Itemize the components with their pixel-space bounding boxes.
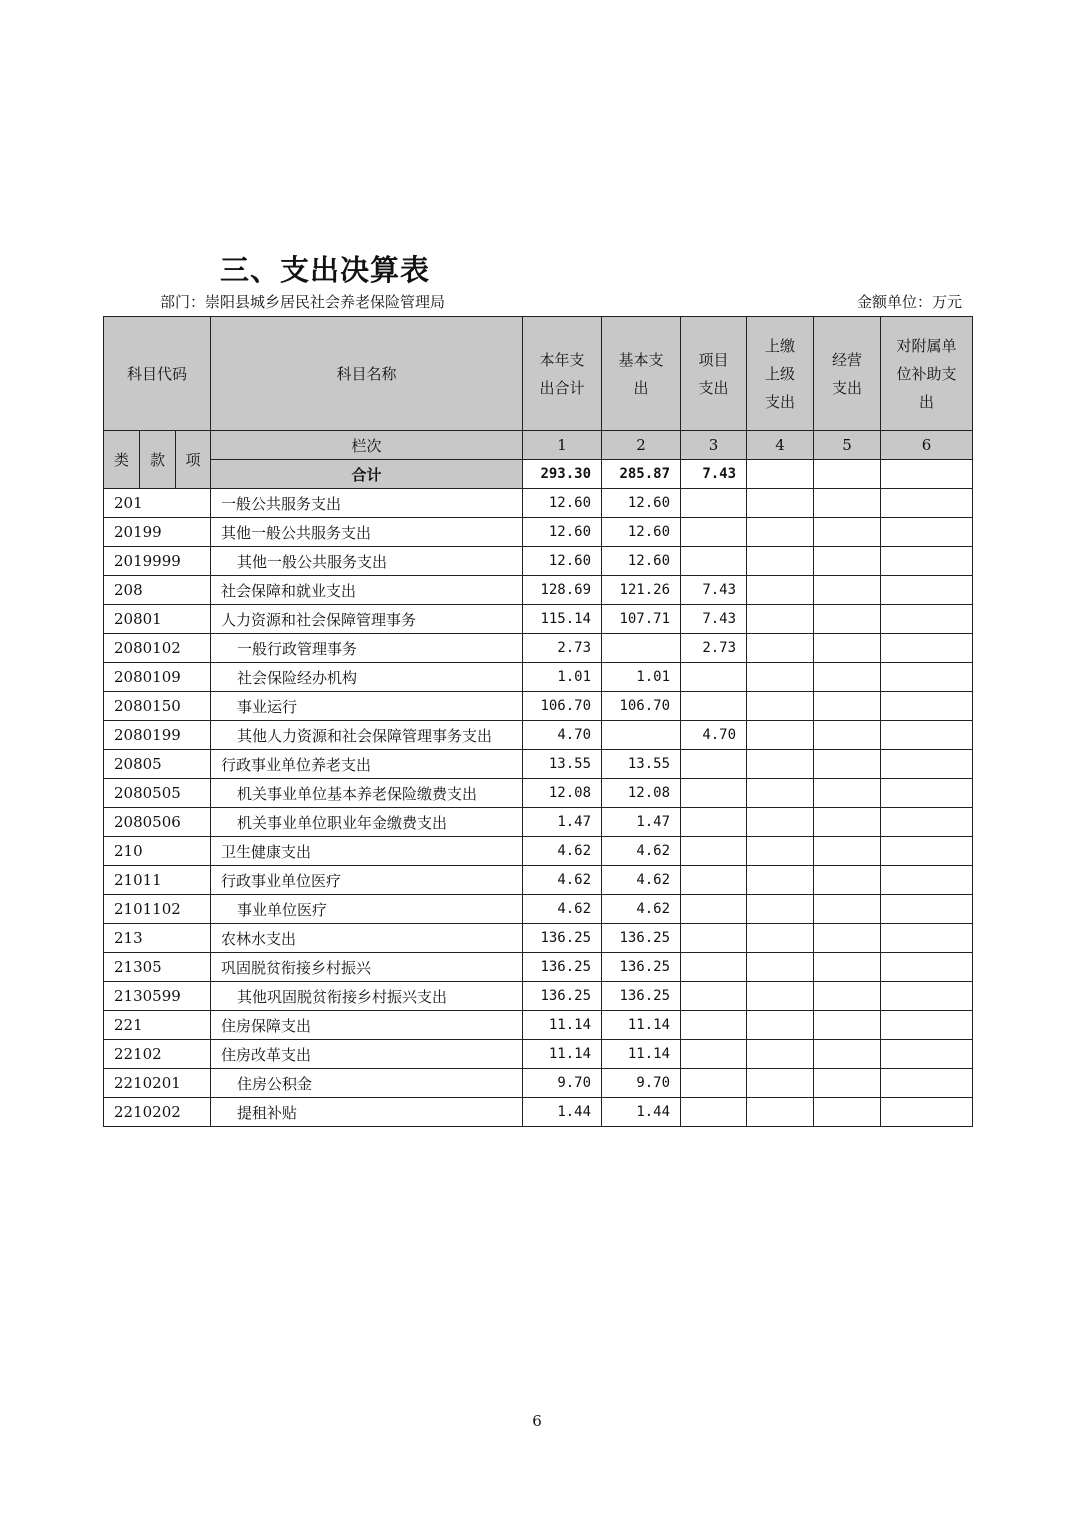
table-row	[104, 518, 973, 547]
row-subsidiary-subsidy	[881, 953, 973, 982]
row-total-expenditure: 4.62	[523, 866, 602, 895]
row-business	[814, 953, 881, 982]
header-total-expenditure: 本年支出合计	[523, 317, 602, 431]
row-business	[814, 605, 881, 634]
row-total-expenditure: 12.60	[523, 489, 602, 518]
row-total-expenditure: 12.60	[523, 518, 602, 547]
row-code: 2101102	[104, 895, 211, 924]
row-business	[814, 866, 881, 895]
row-name: 其他一般公共服务支出	[211, 518, 523, 547]
row-total-expenditure: 13.55	[523, 750, 602, 779]
row-total-expenditure: 4.62	[523, 895, 602, 924]
row-subsidiary-subsidy	[881, 634, 973, 663]
expenditure-table	[103, 316, 973, 1127]
row-basic-expenditure: 12.60	[602, 489, 681, 518]
table-row	[104, 1040, 973, 1069]
row-remit-upper	[747, 489, 814, 518]
row-total-expenditure: 106.70	[523, 692, 602, 721]
row-name: 人力资源和社会保障管理事务	[211, 605, 523, 634]
total-c2: 285.87	[602, 460, 681, 489]
row-business	[814, 982, 881, 1011]
col-index-2: 2	[602, 431, 681, 460]
table-row	[104, 634, 973, 663]
row-basic-expenditure: 4.62	[602, 895, 681, 924]
row-basic-expenditure: 136.25	[602, 924, 681, 953]
row-remit-upper	[747, 605, 814, 634]
row-name: 其他人力资源和社会保障管理事务支出	[211, 721, 523, 750]
row-project-expenditure	[681, 953, 747, 982]
row-total-expenditure: 1.01	[523, 663, 602, 692]
row-remit-upper	[747, 1011, 814, 1040]
header-xiang: 项	[176, 431, 211, 489]
page-number: 6	[532, 1412, 542, 1430]
row-project-expenditure	[681, 808, 747, 837]
col-index-4: 4	[747, 431, 814, 460]
department-label: 部门：崇阳县城乡居民社会养老保险管理局	[160, 293, 446, 311]
row-business	[814, 779, 881, 808]
row-subsidiary-subsidy	[881, 837, 973, 866]
row-name: 卫生健康支出	[211, 837, 523, 866]
row-subsidiary-subsidy	[881, 779, 973, 808]
table-row	[104, 692, 973, 721]
row-remit-upper	[747, 692, 814, 721]
header-lanci: 栏次	[211, 431, 523, 460]
row-subsidiary-subsidy	[881, 1040, 973, 1069]
row-code: 208	[104, 576, 211, 605]
row-total-expenditure: 4.62	[523, 837, 602, 866]
total-c6	[881, 460, 973, 489]
row-remit-upper	[747, 750, 814, 779]
row-project-expenditure	[681, 489, 747, 518]
table-row	[104, 895, 973, 924]
row-total-expenditure: 136.25	[523, 982, 602, 1011]
row-business	[814, 663, 881, 692]
row-remit-upper	[747, 518, 814, 547]
row-project-expenditure	[681, 692, 747, 721]
row-subsidiary-subsidy	[881, 1011, 973, 1040]
row-basic-expenditure: 11.14	[602, 1011, 681, 1040]
row-basic-expenditure	[602, 634, 681, 663]
header-lei: 类	[104, 431, 140, 489]
row-name: 其他一般公共服务支出	[211, 547, 523, 576]
row-business	[814, 721, 881, 750]
row-name: 社会保险经办机构	[211, 663, 523, 692]
row-name: 社会保障和就业支出	[211, 576, 523, 605]
row-business	[814, 837, 881, 866]
table-row	[104, 605, 973, 634]
table-row	[104, 750, 973, 779]
row-name: 事业单位医疗	[211, 895, 523, 924]
row-remit-upper	[747, 895, 814, 924]
row-total-expenditure: 11.14	[523, 1011, 602, 1040]
row-name: 一般公共服务支出	[211, 489, 523, 518]
total-c4	[747, 460, 814, 489]
row-name: 一般行政管理事务	[211, 634, 523, 663]
row-remit-upper	[747, 634, 814, 663]
row-subsidiary-subsidy	[881, 866, 973, 895]
row-total-expenditure: 11.14	[523, 1040, 602, 1069]
row-basic-expenditure	[602, 721, 681, 750]
row-total-expenditure: 136.25	[523, 953, 602, 982]
total-row	[104, 460, 973, 489]
row-total-expenditure: 4.70	[523, 721, 602, 750]
row-project-expenditure: 7.43	[681, 576, 747, 605]
row-business	[814, 924, 881, 953]
row-code: 2080150	[104, 692, 211, 721]
row-total-expenditure: 12.08	[523, 779, 602, 808]
row-basic-expenditure: 12.60	[602, 547, 681, 576]
row-name: 其他巩固脱贫衔接乡村振兴支出	[211, 982, 523, 1011]
row-business	[814, 576, 881, 605]
row-remit-upper	[747, 1069, 814, 1098]
row-name: 事业运行	[211, 692, 523, 721]
row-code: 21011	[104, 866, 211, 895]
header-project-expenditure: 项目支出	[681, 317, 747, 431]
row-total-expenditure: 136.25	[523, 924, 602, 953]
row-project-expenditure	[681, 779, 747, 808]
row-remit-upper	[747, 547, 814, 576]
row-basic-expenditure: 4.62	[602, 866, 681, 895]
row-business	[814, 518, 881, 547]
row-code: 201	[104, 489, 211, 518]
row-basic-expenditure: 1.44	[602, 1098, 681, 1127]
col-index-1: 1	[523, 431, 602, 460]
row-basic-expenditure: 136.25	[602, 982, 681, 1011]
row-code: 20805	[104, 750, 211, 779]
table-row	[104, 779, 973, 808]
row-remit-upper	[747, 982, 814, 1011]
row-subsidiary-subsidy	[881, 1069, 973, 1098]
row-name: 行政事业单位医疗	[211, 866, 523, 895]
header-remit-upper-expenditure: 上缴上级支出	[747, 317, 814, 431]
row-project-expenditure: 7.43	[681, 605, 747, 634]
row-project-expenditure	[681, 924, 747, 953]
row-name: 提租补贴	[211, 1098, 523, 1127]
row-project-expenditure	[681, 1040, 747, 1069]
row-code: 221	[104, 1011, 211, 1040]
row-business	[814, 1098, 881, 1127]
row-basic-expenditure: 4.62	[602, 837, 681, 866]
row-subsidiary-subsidy	[881, 895, 973, 924]
total-c3: 7.43	[681, 460, 747, 489]
row-remit-upper	[747, 721, 814, 750]
row-basic-expenditure: 121.26	[602, 576, 681, 605]
row-business	[814, 895, 881, 924]
row-remit-upper	[747, 663, 814, 692]
row-project-expenditure	[681, 1011, 747, 1040]
row-code: 2080102	[104, 634, 211, 663]
table-row	[104, 663, 973, 692]
row-basic-expenditure: 12.08	[602, 779, 681, 808]
row-project-expenditure	[681, 518, 747, 547]
column-index-row	[104, 431, 973, 460]
row-name: 住房保障支出	[211, 1011, 523, 1040]
row-total-expenditure: 1.47	[523, 808, 602, 837]
row-business	[814, 634, 881, 663]
row-name: 住房公积金	[211, 1069, 523, 1098]
row-subsidiary-subsidy	[881, 808, 973, 837]
row-basic-expenditure: 12.60	[602, 518, 681, 547]
row-code: 20801	[104, 605, 211, 634]
page-title: 三、支出决算表	[220, 253, 431, 287]
row-project-expenditure	[681, 1069, 747, 1098]
row-total-expenditure: 115.14	[523, 605, 602, 634]
table-row	[104, 837, 973, 866]
row-basic-expenditure: 13.55	[602, 750, 681, 779]
row-code: 2080505	[104, 779, 211, 808]
row-business	[814, 1011, 881, 1040]
header-code: 科目代码	[104, 317, 211, 431]
row-name: 农林水支出	[211, 924, 523, 953]
row-code: 2080199	[104, 721, 211, 750]
row-project-expenditure: 4.70	[681, 721, 747, 750]
table-row	[104, 982, 973, 1011]
row-project-expenditure: 2.73	[681, 634, 747, 663]
row-subsidiary-subsidy	[881, 721, 973, 750]
unit-label: 金额单位：万元	[856, 293, 962, 311]
row-subsidiary-subsidy	[881, 489, 973, 518]
row-project-expenditure	[681, 866, 747, 895]
row-code: 2210202	[104, 1098, 211, 1127]
header-business-expenditure: 经营支出	[814, 317, 881, 431]
row-total-expenditure: 12.60	[523, 547, 602, 576]
row-project-expenditure	[681, 547, 747, 576]
row-subsidiary-subsidy	[881, 982, 973, 1011]
col-index-6: 6	[881, 431, 973, 460]
col-index-5: 5	[814, 431, 881, 460]
row-code: 2019999	[104, 547, 211, 576]
row-subsidiary-subsidy	[881, 576, 973, 605]
row-code: 21305	[104, 953, 211, 982]
row-basic-expenditure: 107.71	[602, 605, 681, 634]
row-subsidiary-subsidy	[881, 518, 973, 547]
row-remit-upper	[747, 837, 814, 866]
row-remit-upper	[747, 576, 814, 605]
table-row	[104, 576, 973, 605]
total-label: 合计	[211, 460, 523, 489]
table-row	[104, 721, 973, 750]
table-row	[104, 808, 973, 837]
row-remit-upper	[747, 953, 814, 982]
row-name: 行政事业单位养老支出	[211, 750, 523, 779]
row-basic-expenditure: 9.70	[602, 1069, 681, 1098]
row-business	[814, 750, 881, 779]
row-subsidiary-subsidy	[881, 1098, 973, 1127]
header-row	[104, 317, 973, 431]
row-project-expenditure	[681, 895, 747, 924]
table-row	[104, 547, 973, 576]
row-name: 住房改革支出	[211, 1040, 523, 1069]
row-name: 机关事业单位职业年金缴费支出	[211, 808, 523, 837]
row-project-expenditure	[681, 837, 747, 866]
row-project-expenditure	[681, 1098, 747, 1127]
row-business	[814, 808, 881, 837]
row-basic-expenditure: 106.70	[602, 692, 681, 721]
row-total-expenditure: 128.69	[523, 576, 602, 605]
table-row	[104, 1011, 973, 1040]
row-project-expenditure	[681, 982, 747, 1011]
header-name: 科目名称	[211, 317, 523, 431]
row-total-expenditure: 9.70	[523, 1069, 602, 1098]
header-kuan: 款	[140, 431, 176, 489]
row-basic-expenditure: 1.47	[602, 808, 681, 837]
row-remit-upper	[747, 808, 814, 837]
row-project-expenditure	[681, 750, 747, 779]
row-subsidiary-subsidy	[881, 750, 973, 779]
row-code: 2080109	[104, 663, 211, 692]
header-basic-expenditure: 基本支出	[602, 317, 681, 431]
table-row	[104, 866, 973, 895]
row-subsidiary-subsidy	[881, 605, 973, 634]
row-code: 210	[104, 837, 211, 866]
header-subsidiary-subsidy: 对附属单位补助支出	[881, 317, 973, 431]
row-business	[814, 1069, 881, 1098]
row-subsidiary-subsidy	[881, 924, 973, 953]
row-total-expenditure: 1.44	[523, 1098, 602, 1127]
row-subsidiary-subsidy	[881, 663, 973, 692]
row-project-expenditure	[681, 663, 747, 692]
table-row	[104, 924, 973, 953]
row-remit-upper	[747, 924, 814, 953]
row-business	[814, 1040, 881, 1069]
row-remit-upper	[747, 779, 814, 808]
total-c5	[814, 460, 881, 489]
row-remit-upper	[747, 1098, 814, 1127]
table-row	[104, 1069, 973, 1098]
row-remit-upper	[747, 1040, 814, 1069]
table-row	[104, 1098, 973, 1127]
col-index-3: 3	[681, 431, 747, 460]
table-row	[104, 489, 973, 518]
row-business	[814, 692, 881, 721]
row-code: 20199	[104, 518, 211, 547]
row-code: 2130599	[104, 982, 211, 1011]
row-name: 机关事业单位基本养老保险缴费支出	[211, 779, 523, 808]
row-basic-expenditure: 1.01	[602, 663, 681, 692]
row-basic-expenditure: 136.25	[602, 953, 681, 982]
row-subsidiary-subsidy	[881, 547, 973, 576]
row-code: 2080506	[104, 808, 211, 837]
row-business	[814, 547, 881, 576]
table-row	[104, 953, 973, 982]
row-name: 巩固脱贫衔接乡村振兴	[211, 953, 523, 982]
row-basic-expenditure: 11.14	[602, 1040, 681, 1069]
row-total-expenditure: 2.73	[523, 634, 602, 663]
row-code: 22102	[104, 1040, 211, 1069]
row-business	[814, 489, 881, 518]
row-remit-upper	[747, 866, 814, 895]
row-subsidiary-subsidy	[881, 692, 973, 721]
row-code: 2210201	[104, 1069, 211, 1098]
total-c1: 293.30	[523, 460, 602, 489]
row-code: 213	[104, 924, 211, 953]
